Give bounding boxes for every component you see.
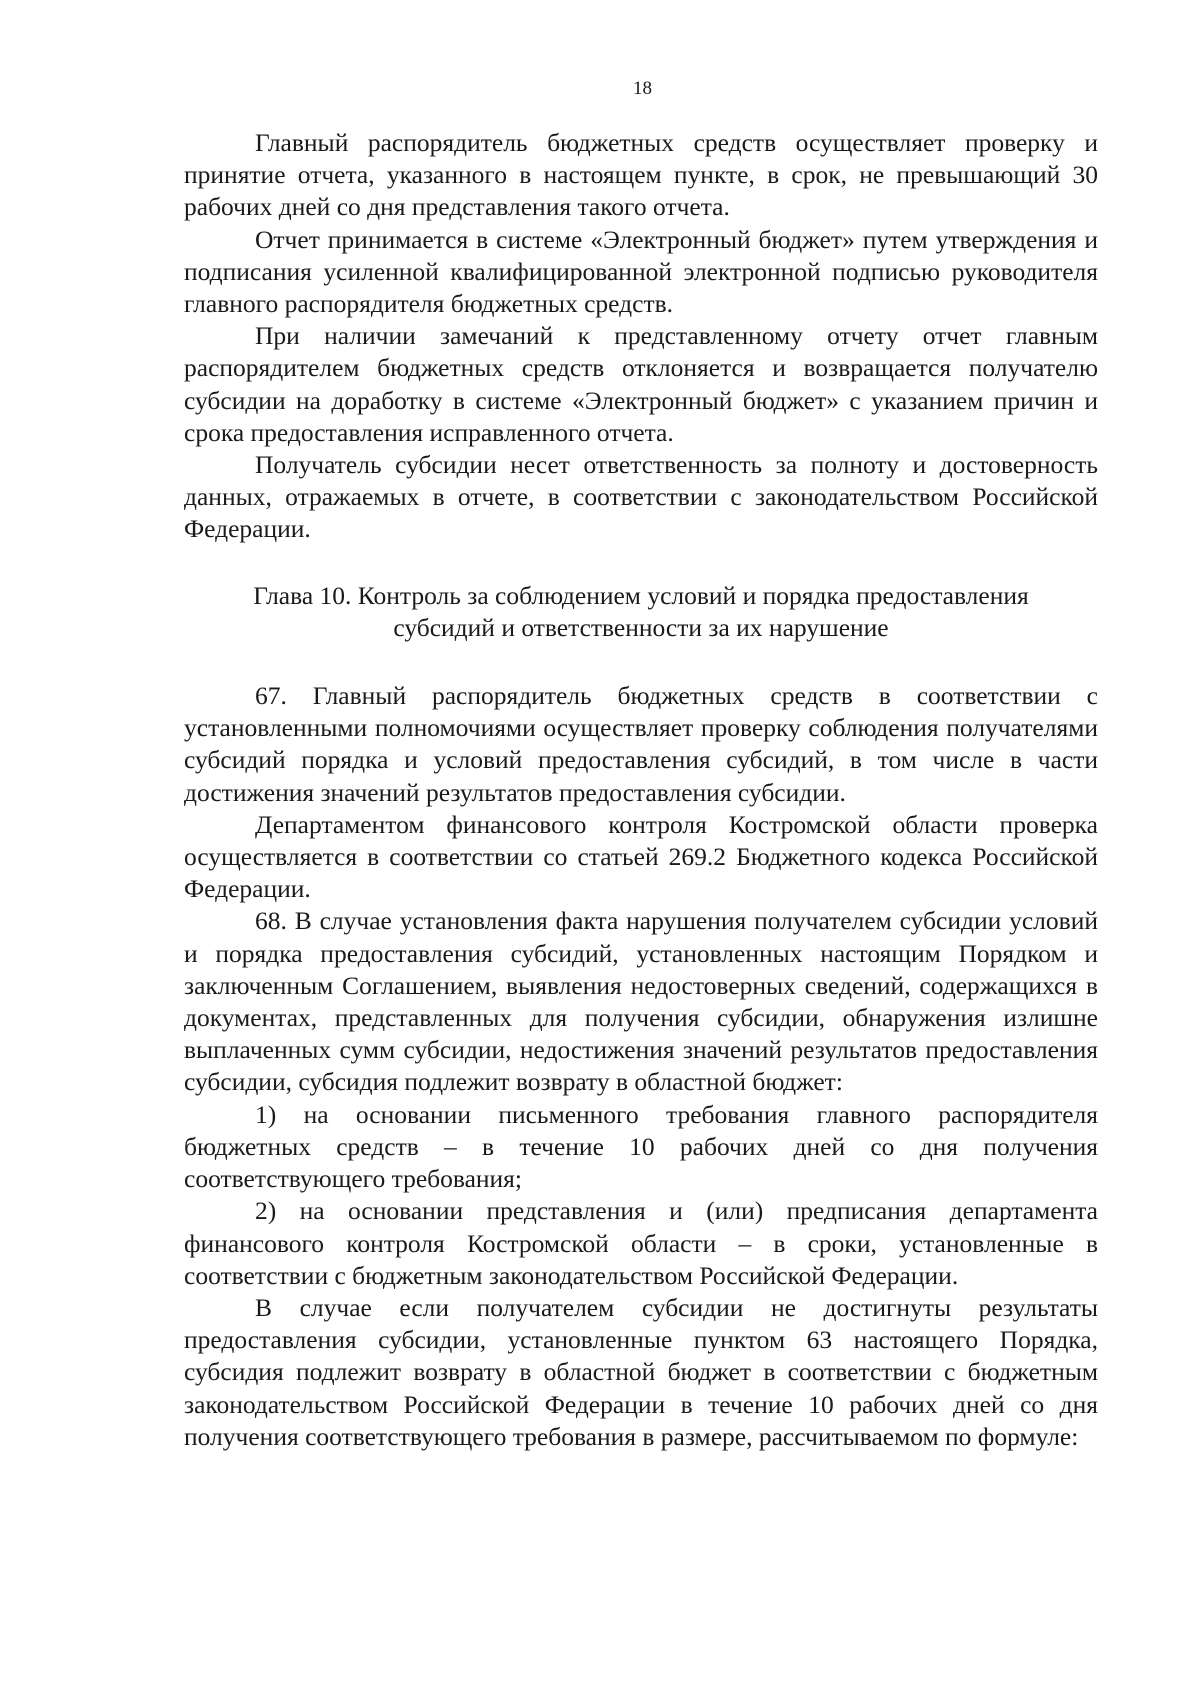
paragraph-item-68: 68. В случае установления факта нарушения получателем субсидии условий и порядка предоставления субсидий, установленных настоящим Порядком и заключенным Соглашением, выявления недостоверных сведений, содержащихся в документах, представленных для получения субсидии, обнаружения излишне выплаченных сумм субсидии, недостижения значений результатов предоставления субсидии, субсидия подлежит возврату в областной бюджет: <box>184 906 1098 1097</box>
paragraph-report-rejection: При наличии замечаний к представленному отчету отчет главным распорядителем бюджетных средств отклоняется и возвращается получателю субсидии на доработку в системе «Электронный бюджет» с указанием причин и срока предоставления исправленного отчета. <box>184 321 1098 447</box>
paragraph-subitem-2: 2) на основании представления и (или) предписания департамента финансового контроля Костромской области – в сроки, установленные в соответствии с бюджетным законодательством Российской Федерации. <box>184 1196 1098 1290</box>
chapter-heading-line-1: Глава 10. Контроль за соблюдением условий и порядка предоставления <box>253 580 1029 610</box>
paragraph-recipient-responsibility: Получатель субсидии несет ответственность за полноту и достоверность данных, отражаемых в отчете, в соответствии с законодательством Российской Федерации. <box>184 450 1098 544</box>
chapter-heading-line-2: субсидий и ответственности за их нарушение <box>393 612 889 642</box>
paragraph-subitem-1: 1) на основании письменного требования главного распорядителя бюджетных средств – в течение 10 рабочих дней со дня получения соответствующего требования; <box>184 1099 1098 1194</box>
paragraph-report-check: Главный распорядитель бюджетных средств осуществляет проверку и принятие отчета, указанного в настоящем пункте, в срок, не превышающий 30 рабочих дней со дня представления такого отчета. <box>184 128 1098 222</box>
paragraph-item-67: 67. Главный распорядитель бюджетных средств в соответствии с установленными полномочиями осуществляет проверку соблюдения получателями субсидий порядка и условий предоставления субсидий, в том числе в части достижения значений результатов предоставления субсидии. <box>184 681 1098 807</box>
page-number: 18 <box>633 78 652 99</box>
paragraph-financial-control: Департаментом финансового контроля Костромской области проверка осуществляется в соответствии со статьей 269.2 Бюджетного кодекса Российской Федерации. <box>184 809 1098 904</box>
chapter-heading <box>184 580 1098 644</box>
paragraph-results-not-achieved: В случае если получателем субсидии не достигнуты результаты предоставления субсидии, установленные пунктом 63 настоящего Порядка, субсидия подлежит возврату в областной бюджет в соответствии с бюджетным законодательством Российской Федерации в течение 10 рабочих дней со дня получения соответствующего требования в размере, рассчитываемом по формуле: <box>184 1292 1098 1451</box>
paragraph-report-acceptance: Отчет принимается в системе «Электронный бюджет» путем утверждения и подписания усиленной квалифицированной электронной подписью руководителя главного распорядителя бюджетных средств. <box>184 224 1098 319</box>
document-body <box>184 127 1098 1453</box>
